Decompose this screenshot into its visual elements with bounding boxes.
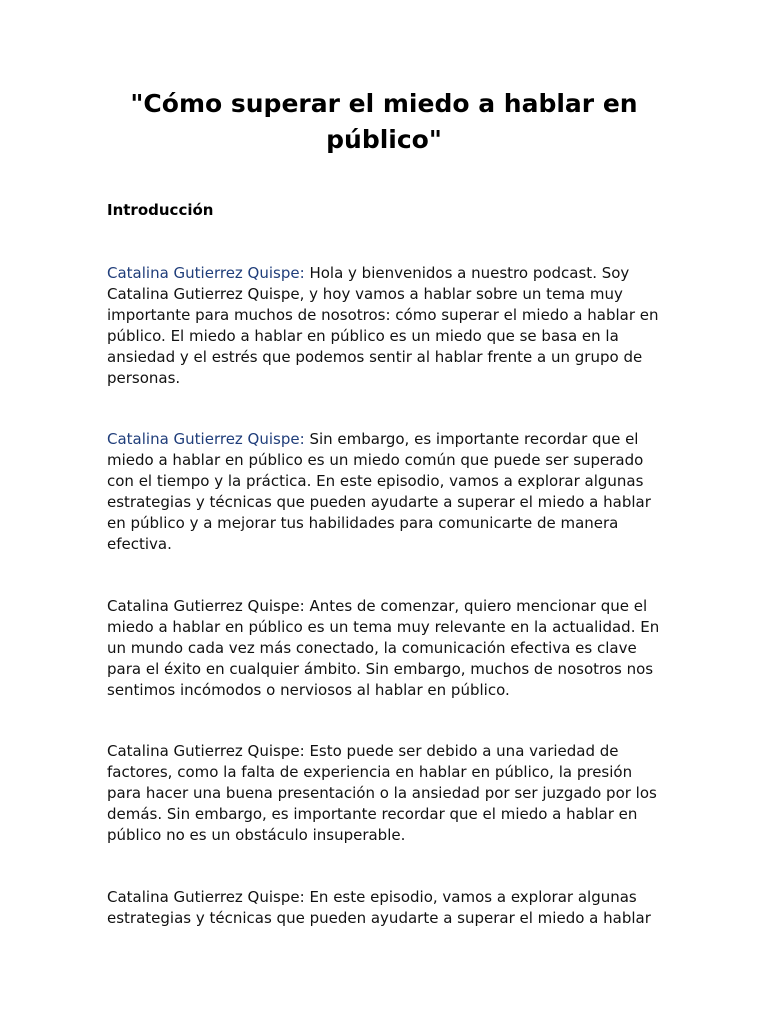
paragraph-text: Esto puede ser debido a una variedad de bbox=[304, 742, 619, 760]
paragraph-text: Hola y bienvenidos a nuestro podcast. Soy bbox=[304, 264, 630, 282]
paragraph-line bbox=[107, 596, 667, 617]
paragraph-line: un mundo cada vez más conectado, la comunicación efectiva es clave bbox=[107, 639, 637, 657]
paragraph-line: Catalina Gutierrez Quispe, y hoy vamos a hablar sobre un tema muy bbox=[107, 285, 623, 303]
transcript-paragraph bbox=[107, 429, 667, 555]
paragraph-line bbox=[107, 887, 667, 908]
speaker-label: Catalina Gutierrez Quispe: bbox=[107, 264, 305, 282]
paragraph-line: efectiva. bbox=[107, 535, 172, 553]
paragraph-line: ansiedad y el estrés que podemos sentir al hablar frente a un grupo de bbox=[107, 348, 643, 366]
paragraph-line bbox=[107, 429, 667, 450]
transcript-paragraph bbox=[107, 263, 667, 389]
transcript-paragraph bbox=[107, 741, 667, 846]
transcript-paragraph bbox=[107, 596, 667, 701]
paragraph-line bbox=[107, 263, 667, 284]
paragraph-text: Antes de comenzar, quiero mencionar que el bbox=[304, 597, 648, 615]
title-line: público" bbox=[326, 125, 442, 154]
speaker-label: Catalina Gutierrez Quispe: bbox=[107, 742, 305, 760]
paragraph-text: En este episodio, vamos a explorar algunas bbox=[304, 888, 637, 906]
paragraph-line: personas. bbox=[107, 369, 181, 387]
paragraph-text: Sin embargo, es importante recordar que el bbox=[304, 430, 639, 448]
paragraph-line: estrategias y técnicas que pueden ayudarte a superar el miedo a hablar bbox=[107, 909, 651, 927]
document-title bbox=[0, 86, 768, 158]
paragraph-line: para el éxito en cualquier ámbito. Sin embargo, muchos de nosotros nos bbox=[107, 660, 654, 678]
speaker-label: Catalina Gutierrez Quispe: bbox=[107, 888, 305, 906]
paragraph-line: sentimos incómodos o nerviosos al hablar en público. bbox=[107, 681, 510, 699]
speaker-label: Catalina Gutierrez Quispe: bbox=[107, 430, 305, 448]
paragraph-line: miedo a hablar en público es un tema muy relevante en la actualidad. En bbox=[107, 618, 660, 636]
section-heading: Introducción bbox=[107, 201, 214, 219]
paragraph-line: miedo a hablar en público es un miedo común que puede ser superado bbox=[107, 451, 644, 469]
paragraph-line: público. El miedo a hablar en público es un miedo que se basa en la bbox=[107, 327, 619, 345]
paragraph-line: importante para muchos de nosotros: cómo superar el miedo a hablar en bbox=[107, 306, 659, 324]
paragraph-line: en público y a mejorar tus habilidades para comunicarte de manera bbox=[107, 514, 619, 532]
title-line: "Cómo superar el miedo a hablar en bbox=[130, 89, 638, 118]
paragraph-line: para hacer una buena presentación o la ansiedad por ser juzgado por los bbox=[107, 784, 657, 802]
paragraph-line: demás. Sin embargo, es importante recordar que el miedo a hablar en bbox=[107, 805, 638, 823]
paragraph-line bbox=[107, 741, 667, 762]
paragraph-line: factores, como la falta de experiencia en hablar en público, la presión bbox=[107, 763, 633, 781]
transcript-paragraph bbox=[107, 887, 667, 929]
paragraph-line: con el tiempo y la práctica. En este episodio, vamos a explorar algunas bbox=[107, 472, 644, 490]
speaker-label: Catalina Gutierrez Quispe: bbox=[107, 597, 305, 615]
paragraph-line: estrategias y técnicas que pueden ayudarte a superar el miedo a hablar bbox=[107, 493, 651, 511]
paragraph-line: público no es un obstáculo insuperable. bbox=[107, 826, 406, 844]
